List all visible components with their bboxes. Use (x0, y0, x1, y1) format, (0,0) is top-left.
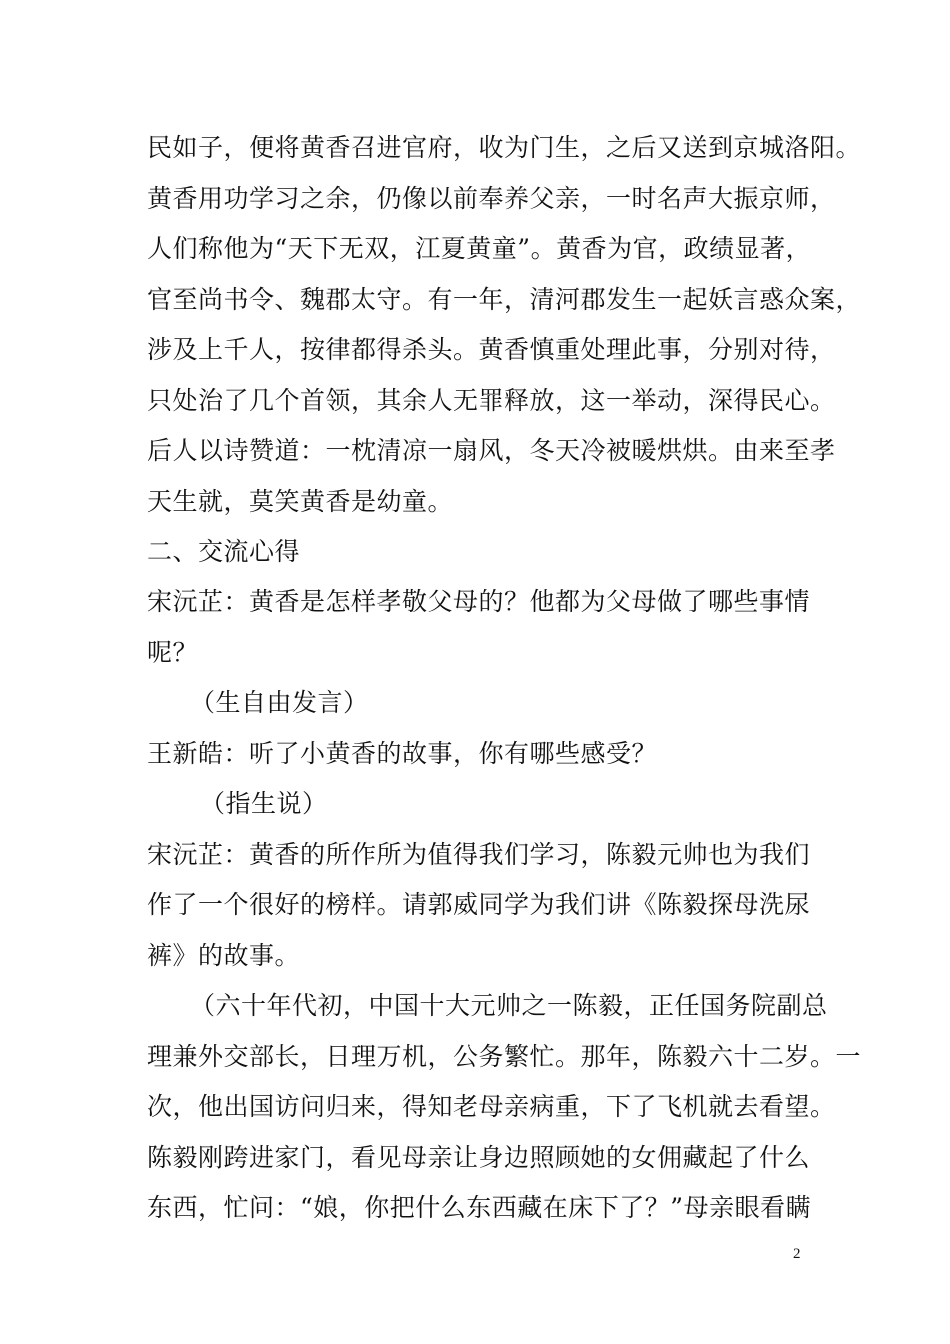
text-line: 宋沅芷：黄香是怎样孝敬父母的？他都为父母做了哪些事情 (147, 587, 811, 616)
text-line: 涉及上千人，按律都得杀头。黄香慎重处理此事，分别对待， (147, 335, 836, 364)
text-line: 呢？ (147, 638, 199, 667)
text-line: 天生就，莫笑黄香是幼童。 (147, 487, 454, 516)
stage-direction: （生自由发言） (190, 688, 369, 717)
text-line: 宋沅芷：黄香的所作所为值得我们学习，陈毅元帅也为我们 (147, 840, 811, 869)
section-heading: 二、交流心得 (147, 537, 301, 566)
text-line: 民如子，便将黄香召进官府，收为门生，之后又送到京城洛阳。 (147, 133, 862, 162)
text-line: 王新皓：听了小黄香的故事，你有哪些感受？ (147, 739, 658, 768)
text-line: 后人以诗赞道：一枕清凉一扇风，冬天冷被暖烘烘。由来至孝 (147, 436, 836, 465)
text-line: 东西，忙问：“娘，你把什么东西藏在床下了？”母亲眼看瞒 (147, 1193, 812, 1222)
text-line: 黄香用功学习之余，仍像以前奉养父亲，一时名声大振京师， (147, 184, 836, 213)
text-line: 官至尚书令、魏郡太守。有一年，清河郡发生一起妖言惑众案， (147, 285, 862, 314)
text-line: 人们称他为“天下无双，江夏黄童”。黄香为官，政绩显著， (147, 234, 812, 263)
text-line: 理兼外交部长，日理万机，公务繁忙。那年，陈毅六十二岁。一 (147, 1042, 862, 1071)
text-line: 只处治了几个首领，其余人无罪释放，这一举动，深得民心。 (147, 386, 836, 415)
text-line: 裤》的故事。 (147, 941, 301, 970)
page-number: 2 (793, 1246, 801, 1262)
text-line: 陈毅刚跨进家门，看见母亲让身边照顾她的女佣藏起了什么 (147, 1143, 811, 1172)
text-line: （六十年代初，中国十大元帅之一陈毅，正任国务院副总 (190, 991, 828, 1020)
stage-direction: （指生说） (200, 789, 328, 818)
text-line: 作了一个很好的榜样。请郭威同学为我们讲《陈毅探母洗尿 (147, 890, 811, 919)
text-line: 次，他出国访问归来，得知老母亲病重，下了飞机就去看望。 (147, 1092, 836, 1121)
